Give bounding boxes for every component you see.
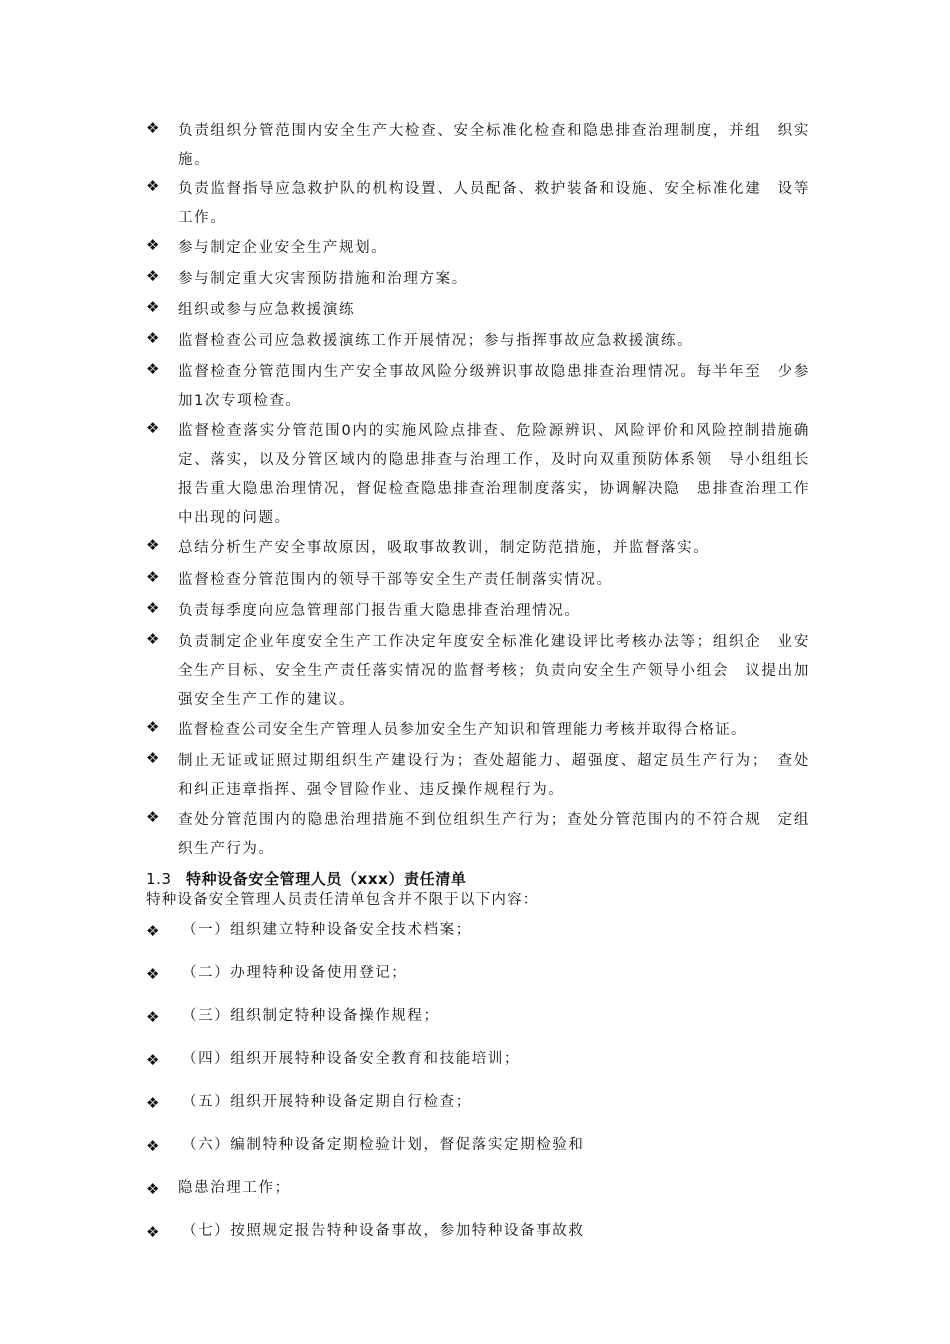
list-item [146, 1135, 810, 1155]
list-item-text: （四）组织开展特种设备安全教育和技能培训； [182, 1051, 521, 1067]
list-item-text: （三）组织制定特种设备操作规程； [182, 1008, 440, 1024]
list-item [146, 265, 810, 294]
list-item-text: 负责组织分管范围内安全生产大检查、安全标准化检查和隐患排查治理制度，并组 织实施。 [178, 123, 810, 168]
list-item-text: 监督检查分管范围内的领导干部等安全生产责任制落实情况。 [178, 572, 613, 588]
list-item-text: 监督检查公司应急救援演练工作开展情况；参与指挥事故应急救援演练。 [178, 333, 694, 349]
list-item [146, 1221, 810, 1241]
list-item-text: 总结分析生产安全事故原因，吸取事故教训，制定防范措施，并监督落实。 [178, 540, 710, 556]
diamond-bullet-icon: ❖ [146, 922, 160, 940]
list-item-text: 制止无证或证照过期组织生产建设行为；查处超能力、超强度、超定员生产行为； 查处和纠正违章指挥、强令冒险作业、违反操作规程行为。 [178, 753, 810, 798]
diamond-bullet-icon: ❖ [146, 360, 160, 378]
list-item-text: 监督检查公司安全生产管理人员参加安全生产知识和管理能力考核并取得合格证。 [178, 722, 747, 738]
list-item [146, 327, 810, 356]
list-item [146, 1049, 810, 1069]
list-item-text: 监督检查分管范围内生产安全事故风险分级辨识事故隐患排查治理情况。每半年至 少参加1次专项检查。 [178, 364, 810, 409]
list-item-text: 负责监督指导应急救护队的机构设置、人员配备、救护装备和设施、安全标准化建 设等工作。 [178, 181, 810, 226]
list-item-text: 查处分管范围内的隐患治理措施不到位组织生产行为；查处分管范围内的不符合规 定组织生产行为。 [178, 812, 810, 857]
list-item [146, 358, 810, 416]
diamond-bullet-icon: ❖ [146, 808, 160, 826]
list-item [146, 1178, 810, 1198]
diamond-bullet-icon: ❖ [146, 298, 160, 316]
diamond-bullet-icon: ❖ [146, 177, 160, 195]
diamond-bullet-icon: ❖ [146, 1137, 160, 1155]
diamond-bullet-icon: ❖ [146, 419, 160, 437]
list-item [146, 628, 810, 715]
list-item-text: 组织或参与应急救援演练 [178, 302, 356, 318]
list-item-text: （五）组织开展特种设备定期自行检查； [182, 1094, 472, 1110]
diamond-bullet-icon: ❖ [146, 718, 160, 736]
diamond-bullet-icon: ❖ [146, 1008, 160, 1026]
diamond-bullet-icon: ❖ [146, 1180, 160, 1198]
list-item-text: （二）办理特种设备使用登记； [182, 965, 408, 981]
diamond-bullet-icon: ❖ [146, 1223, 160, 1241]
list-item-text: 隐患治理工作； [178, 1180, 291, 1196]
list-item-text: 参与制定重大灾害预防措施和治理方案。 [178, 271, 468, 287]
diamond-bullet-icon: ❖ [146, 329, 160, 347]
list-item [146, 566, 810, 595]
diamond-bullet-icon: ❖ [146, 1094, 160, 1112]
list-item [146, 806, 810, 864]
diamond-bullet-icon: ❖ [146, 536, 160, 554]
diamond-bullet-icon: ❖ [146, 749, 160, 767]
list-item [146, 597, 810, 626]
list-item [146, 296, 810, 325]
list-item-text: 负责每季度向应急管理部门报告重大隐患排查治理情况。 [178, 603, 581, 619]
diamond-bullet-icon: ❖ [146, 599, 160, 617]
list-item-text: （一）组织建立特种设备安全技术档案； [182, 922, 472, 938]
diamond-bullet-icon: ❖ [146, 236, 160, 254]
diamond-bullet-icon: ❖ [146, 267, 160, 285]
section-intro: 特种设备安全管理人员责任清单包含并不限于以下内容： [146, 892, 539, 908]
list-item [146, 1092, 810, 1112]
diamond-bullet-icon: ❖ [146, 630, 160, 648]
section-title: 特种设备安全管理人员（xxx）责任清单 [186, 870, 467, 888]
section-number: 1.3 [146, 870, 172, 888]
list-item [146, 963, 810, 983]
diamond-bullet-icon: ❖ [146, 1051, 160, 1069]
list-item-text: 参与制定企业安全生产规划。 [178, 240, 388, 256]
list-item [146, 716, 810, 745]
diamond-bullet-icon: ❖ [146, 119, 160, 137]
diamond-bullet-icon: ❖ [146, 965, 160, 983]
list-item [146, 1006, 810, 1026]
list-item-text: （六）编制特种设备定期检验计划，督促落实定期检验和 [182, 1137, 585, 1153]
list-item [146, 234, 810, 263]
list-item-text: 监督检查落实分管范围0内的实施风险点排查、危险源辨识、风险评价和风险控制措施确定、落实，以及分管区域内的隐患排查与治理工作，及时向双重预防体系领 导小组组长报告重大隐患治理情况，督促检查隐患排查治理制度落实，协调解决隐 患排查治理工作中出现的问题。 [178, 423, 810, 526]
list-item [146, 920, 810, 940]
list-item-text: 负责制定企业年度安全生产工作决定年度安全标准化建设评比考核办法等；组织企 业安全生产目标、安全生产责任落实情况的监督考核；负责向安全生产领导小组会 议提出加强安全生产工作的建议。 [178, 634, 810, 708]
list-item-text: （七）按照规定报告特种设备事故，参加特种设备事故救 [182, 1223, 585, 1239]
list-item [146, 534, 810, 563]
list-item [146, 417, 810, 533]
list-item [146, 175, 810, 233]
list-item [146, 117, 810, 175]
diamond-bullet-icon: ❖ [146, 568, 160, 586]
section-heading [146, 868, 466, 889]
list-item [146, 747, 810, 805]
